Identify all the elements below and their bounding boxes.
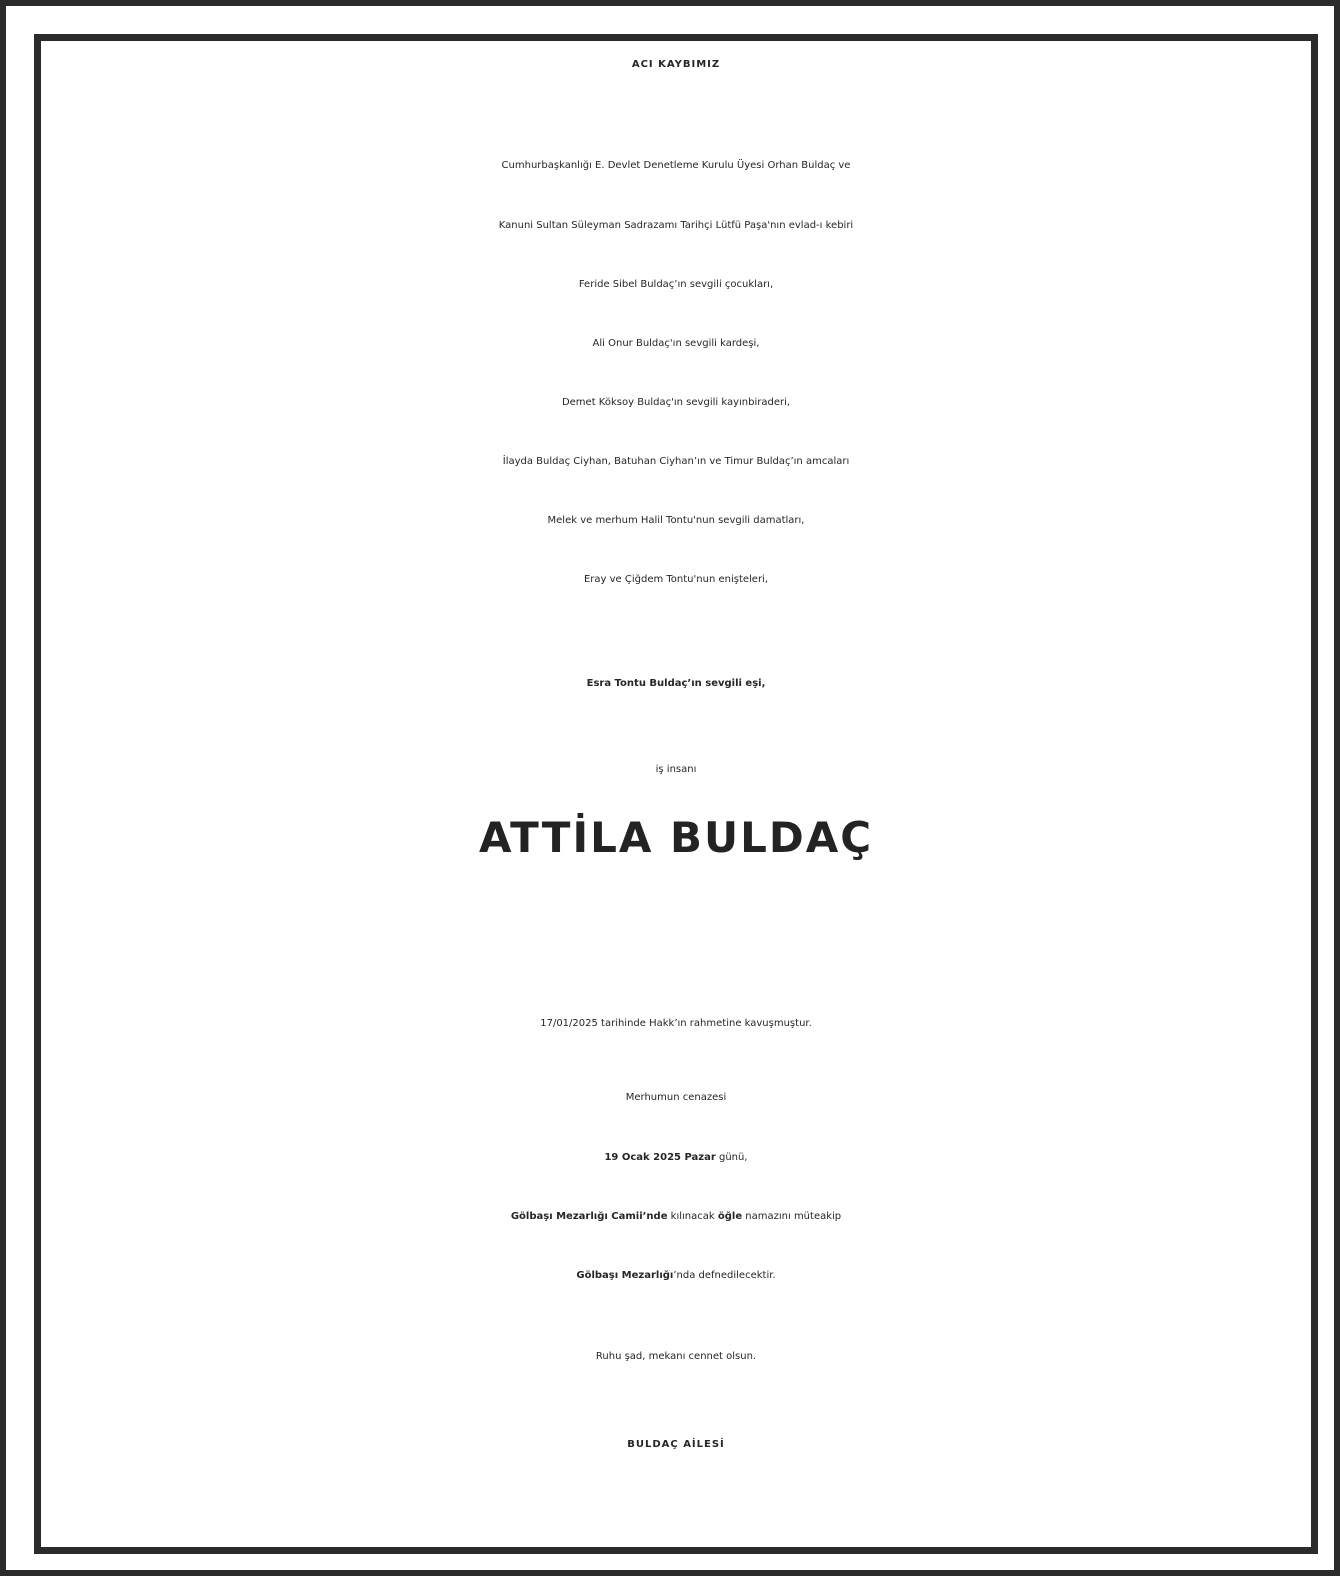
intro-line-5: Demet Köksoy Buldaç'ın sevgili kayınbiraderi, [561, 397, 791, 408]
spouse-line: Esra Tontu Buldaç’ın sevgili eşi, [586, 678, 766, 689]
profession-line: iş insanı [655, 764, 697, 775]
funeral-cemetery-suffix: ’nda defnedilecektir. [673, 1270, 776, 1281]
intro-line-2: Kanuni Sultan Süleyman Sadrazamı Tarihçi Lütfü Paşa'nın evlad-ı kebiri [498, 220, 854, 231]
funeral-burial-line [41, 1270, 1311, 1281]
death-announcement: 17/01/2025 tarihinde Hakk’ın rahmetine kavuşmuştur. [540, 1018, 812, 1029]
funeral-prayer: öğle [717, 1211, 743, 1222]
funeral-intro: Merhumun cenazesi [625, 1092, 727, 1103]
obituary-title: ACI KAYBIMIZ [631, 59, 721, 70]
inner-border [34, 34, 1318, 1554]
deceased-name: ATTİLA BULDAÇ [478, 813, 874, 862]
intro-line-1: Cumhurbaşkanlığı E. Devlet Denetleme Kurulu Üyesi Orhan Buldaç ve [501, 160, 851, 171]
intro-line-4: Ali Onur Buldaç'ın sevgili kardeşi, [592, 338, 760, 349]
funeral-date: 19 Ocak 2025 Pazar [604, 1152, 716, 1163]
funeral-prayer-suffix: namazını müteakip [742, 1211, 842, 1222]
funeral-date-line [41, 1152, 1311, 1163]
funeral-mosque-mid: kılınacak [667, 1211, 718, 1222]
blessing-line: Ruhu şad, mekanı cennet olsun. [595, 1351, 757, 1362]
funeral-cemetery: Gölbaşı Mezarlığı [576, 1270, 674, 1281]
family-signature: BULDAÇ AİLESİ [627, 1439, 725, 1450]
obituary-content [41, 41, 1311, 1547]
funeral-prayer-line [41, 1211, 1311, 1222]
intro-line-3: Feride Sibel Buldaç’ın sevgili çocukları, [578, 279, 774, 290]
funeral-date-suffix: günü, [715, 1152, 748, 1163]
intro-line-7: Melek ve merhum Halil Tontu'nun sevgili damatları, [547, 515, 805, 526]
intro-line-6: İlayda Buldaç Ciyhan, Batuhan Ciyhan’ın ve Timur Buldaç’ın amcaları [502, 456, 850, 467]
intro-line-8: Eray ve Çiğdem Tontu'nun enişteleri, [583, 574, 769, 585]
funeral-mosque: Gölbaşı Mezarlığı Camii’nde [510, 1211, 668, 1222]
